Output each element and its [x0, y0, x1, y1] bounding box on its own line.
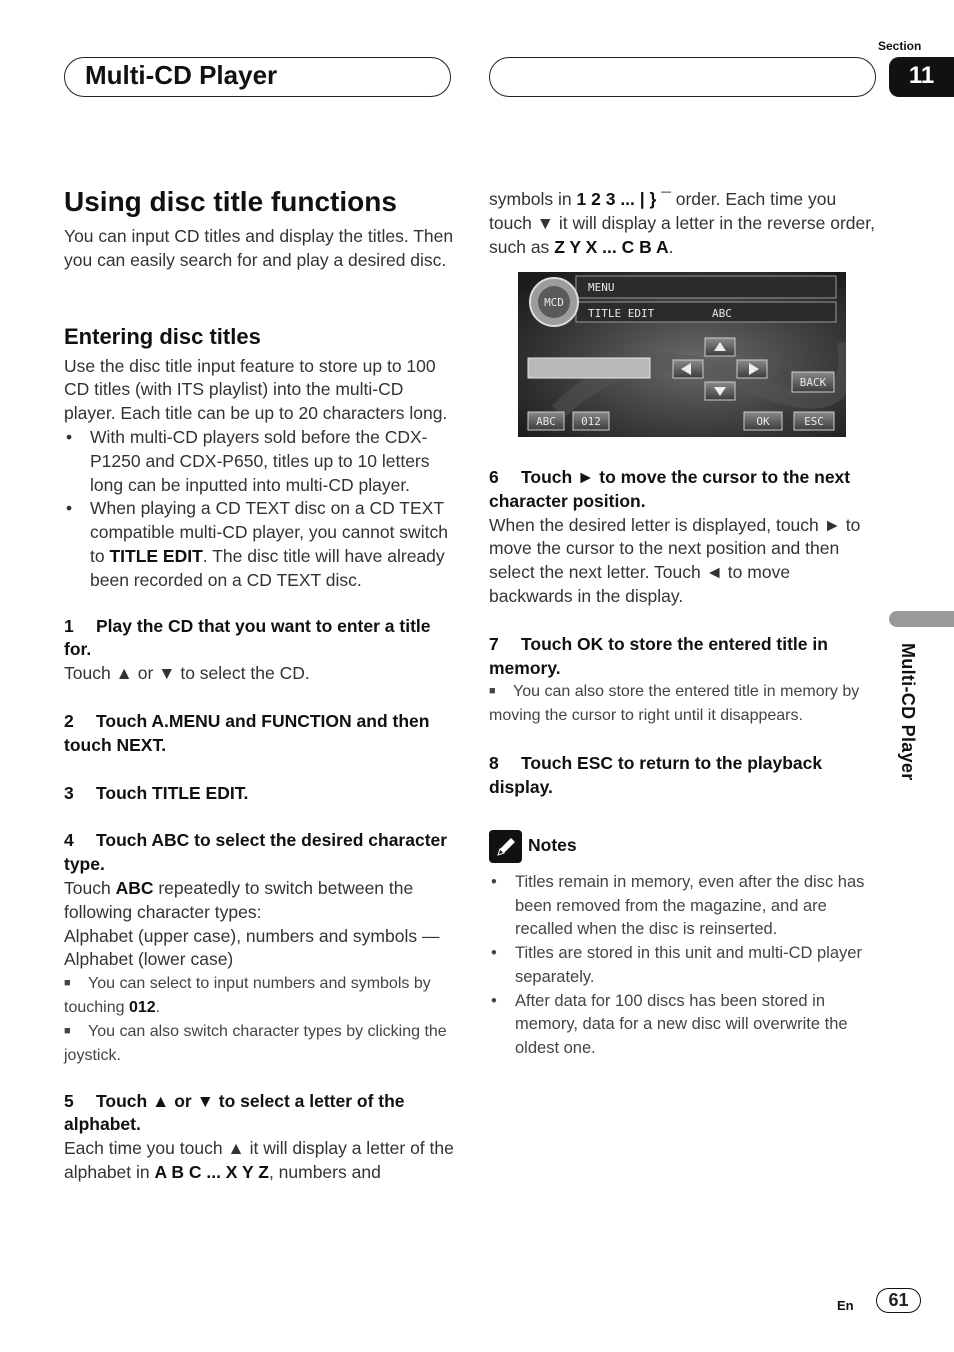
notes-list [489, 871, 874, 1061]
step-5-title: 5 Touch ▲ or ▼ to select a letter of the alphabet. [64, 1090, 405, 1135]
bullet-item: • With multi-CD players sold before the CDX-P1250 and CDX-P650, titles up to 10 letters long can be inputted into multi-CD player. [64, 426, 454, 497]
subheading: Entering disc titles [64, 323, 261, 349]
cd-logo-icon [530, 278, 578, 326]
continued-text: symbols in 1 2 3 ... | } ¯ order. Each time you touch ▼ it will display a letter in the reverse order, such as Z Y X ... C B A. [489, 189, 875, 257]
step-6-body: When the desired letter is displayed, touch ► to move the cursor to the next position and then select the next letter. Touch ◄ to move backwards in the display. [489, 514, 861, 606]
subintro-text: Use the disc title input feature to store up to 100 CD titles (with ITS playlist) into the multi-CD player. Each title can be up to 20 characters long. [64, 355, 448, 424]
side-tab-marker [889, 611, 954, 627]
header-title: Multi-CD Player [85, 60, 278, 90]
step-8-title: 8 Touch ESC to return to the playback display. [489, 753, 823, 797]
right-column-steps [489, 466, 874, 1061]
screen-esc-button: ESC [804, 415, 824, 428]
step-7-note: ■ You can also store the entered title in memory by moving the cursor to right until it disappears. [489, 683, 860, 725]
page-number: 61 [876, 1288, 921, 1313]
step-4-note: ■ You can also switch character types by clicking the joystick. [64, 1023, 447, 1064]
step-4-note: ■ You can select to input numbers and symbols by touching 012. [64, 975, 431, 1017]
step-4-body: Touch ABC repeatedly to switch between the following character types: [64, 877, 414, 922]
step-4-title: 4 Touch ABC to select the desired character type. [64, 830, 448, 875]
left-column [64, 185, 454, 1185]
section-label: Section [878, 39, 922, 53]
screen-title-edit-label: TITLE EDIT [588, 307, 655, 320]
page-heading: Using disc title functions [64, 186, 397, 217]
notes-heading: Notes [528, 835, 577, 856]
step-1-title: 1 Play the CD that you want to enter a title for. [64, 615, 431, 660]
screen-abc-button: ABC [536, 415, 556, 428]
screen-title-input [528, 358, 650, 378]
note-item: • Titles are stored in this unit and multi-CD player separately. [489, 942, 874, 990]
svg-text:MCD: MCD [544, 296, 564, 309]
bullet-item: • When playing a CD TEXT disc on a CD TEXT compatible multi-CD player, you cannot switch to TITLE EDIT. The disc title will have already been recorded on a CD TEXT disc. [64, 497, 454, 592]
step-7-title: 7 Touch OK to store the entered title in memory. [489, 633, 828, 678]
notes-header [489, 830, 874, 863]
header-right-frame [489, 57, 876, 97]
step-3-title: 3 Touch TITLE EDIT. [64, 782, 249, 803]
step-2-title: 2 Touch A.MENU and FUNCTION and then touch NEXT. [64, 710, 430, 755]
right-column [489, 188, 879, 259]
section-number: 11 [889, 57, 954, 97]
step-1-body: Touch ▲ or ▼ to select the CD. [64, 663, 310, 684]
intro-text: You can input CD titles and display the titles. Then you can easily search for and play a desired disc. [64, 226, 454, 270]
screen-back-button: BACK [799, 376, 827, 389]
pencil-icon [489, 830, 522, 863]
note-item: • After data for 100 discs has been stored in memory, data for a new disc will overwrite the oldest one. [489, 990, 874, 1061]
step-5-body: Each time you touch ▲ it will display a letter of the alphabet in A B C ... X Y Z, numbers and [64, 1138, 454, 1182]
title-edit-screen-image [518, 272, 846, 437]
screen-abc-label: ABC [712, 307, 732, 320]
step-4-types: Alphabet (upper case), numbers and symbols —Alphabet (lower case) [64, 925, 440, 970]
footer-language: En [837, 1298, 854, 1313]
screen-012-button: 012 [581, 415, 601, 428]
screen-ok-button: OK [756, 415, 770, 428]
side-tab-label: Multi-CD Player [898, 643, 918, 781]
step-6-title: 6 Touch ► to move the cursor to the next character position. [489, 467, 851, 511]
note-item: • Titles remain in memory, even after the disc has been removed from the magazine, and are recalled when the disc is reinserted. [489, 871, 874, 942]
screen-menu-label: MENU [588, 281, 615, 294]
